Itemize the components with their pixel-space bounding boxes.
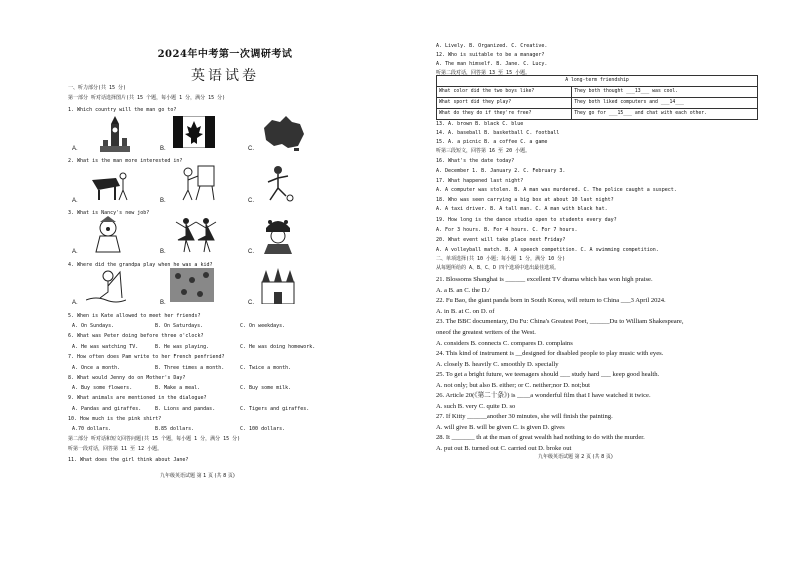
big-ben-icon [100, 116, 130, 152]
question-line: 18. Who was seen carrying a big box at about 10 last night? [436, 197, 614, 203]
question-line: A. The man himself. B. Jane. C. Lucy. [436, 61, 548, 67]
footballer-icon [260, 164, 296, 202]
question-line: A. A computer was stolen. B. A man was murdered. C. The police caught a suspect. [436, 187, 677, 193]
question-line: 6. What was Peter doing before three o'clock? [68, 333, 204, 339]
painter-easel-icon [178, 164, 218, 202]
table-cell: They both thought ___13___ was cool. [572, 87, 758, 98]
maple-leaf-flag-icon [173, 116, 215, 148]
question-line: 24. This kind of instrument is __designed for disabled people to play music with eyes. [436, 350, 664, 357]
question-line: A. a B. an C. the D./ [436, 287, 490, 294]
question-line: 二、单项选择(共 10 小题；每小题 1 分，满分 10 分) [436, 256, 566, 262]
exam-subject: 英语试卷 [191, 68, 259, 84]
question-line: 21. Blossoms Shanghai is ______ excellent TV drama which has won high praise. [436, 276, 653, 283]
left-page [60, 0, 390, 561]
question-line: 8. What would Jenny do on Mother's Day? [68, 375, 186, 381]
table-cell: What color did the two boys like? [437, 87, 572, 98]
answer-option: C. On weekdays. [240, 323, 286, 329]
ballet-dancers-icon [174, 216, 218, 254]
question-line: A. in B. at C. on D. of [436, 308, 495, 315]
question-line: 17. What happened last night? [436, 178, 524, 184]
question-line: A. For 3 hours. B. For 4 hours. C. For 7 hours. [436, 227, 578, 233]
question-line: 9. What animals are mentioned in the dialogue? [68, 395, 207, 401]
table-cell: They go for ___15___ and chat with each other. [572, 109, 758, 120]
pic-label: B. [160, 249, 166, 255]
question-line: 13. A. brown B. black C. blue [436, 121, 524, 127]
pic-label: C. [248, 198, 254, 204]
pic-label: B. [160, 146, 166, 152]
answer-option: C. He was doing homework. [240, 344, 316, 350]
question-line: A. closely B. heavily C. smoothly D. specially [436, 361, 559, 368]
fishing-boy-icon [86, 268, 126, 304]
question-line: 20. What event will take place next Friday? [436, 237, 566, 243]
question-line: 3. What is Nancy's new job? [68, 210, 150, 216]
question-line: A. Lively. B. Organized. C. Creative. [436, 43, 548, 49]
opera-singer-icon [260, 214, 296, 254]
pic-label: A. [72, 300, 78, 306]
pic-label: B. [160, 198, 166, 204]
answer-option: B. He was playing. [155, 344, 210, 350]
friendship-table [436, 75, 758, 120]
question-line: 1. Which country will the man go to? [68, 107, 177, 113]
question-line: 7. How often does Pam write to her French penfriend? [68, 354, 225, 360]
clown-icon [90, 216, 126, 254]
question-line: 4. Where did the grandpa play when he was a kid? [68, 262, 213, 268]
answer-option: A. He was watching TV. [72, 344, 139, 350]
answer-option: C. Twice a month. [240, 365, 292, 371]
question-line: 22. Fu Bao, the giant panda born in South Korea, will return to China ___3 April 2024. [436, 297, 666, 304]
question-line: A. A volleyball match. B. A speech competition. C. A swimming competition. [436, 247, 659, 253]
pic-label: A. [72, 198, 78, 204]
question-line: 第二部分 听对话和短文回答问题(共 15 个题，每小题 1 分，满分 15 分) [68, 436, 241, 442]
answer-option: A. Once a month. [72, 365, 121, 371]
question-line: 第一部分 听对话选择图片(共 15 个题，每小题 1 分，满分 15 分) [68, 95, 226, 101]
table-cell: They both liked computers and ___14___ [572, 98, 758, 109]
question-line: A. will give B. will be given C. is given D. gives [436, 424, 565, 431]
pic-label: A. [72, 249, 78, 255]
exam-title: 2024年中考第一次调研考试 [157, 49, 293, 60]
answer-option: C. Buy some milk. [240, 385, 292, 391]
question-line: 听第一段对话，回答第 11 至 12 小题。 [68, 446, 163, 452]
question-line: oneof the greatest writers of the West. [436, 329, 536, 336]
australia-map-icon [260, 114, 306, 152]
right-page-footer: 九年级英语试题 第 2 页 (共 8 页) [538, 454, 613, 460]
answer-option: A. On Sundays. [72, 323, 115, 329]
question-line: A. such B. very C. quite D. so [436, 403, 516, 410]
answer-option: C. Tigers and giraffes. [240, 406, 310, 412]
question-line: A. put out B. turned out C. carried out D. broke out [436, 445, 572, 452]
pic-label: B. [160, 300, 166, 306]
left-page-footer: 九年级英语试题 第 1 页 (共 8 页) [160, 473, 235, 479]
piano-player-icon [90, 166, 130, 202]
question-line: A. not only; but also B. either; or C. neither;nor D. not;but [436, 382, 591, 389]
answer-option: B. Three times a month. [155, 365, 225, 371]
answer-option: A. Pandas and giraffes. [72, 406, 142, 412]
question-line: 14. A. baseball B. basketball C. football [436, 130, 560, 136]
question-line: 11. What does the girl think about Jane? [68, 457, 189, 463]
answer-option: B. Lions and pandas. [155, 406, 216, 412]
question-line: 5. When is Kate allowed to meet her friends? [68, 313, 201, 319]
question-line: 一、听力部分(共 15 分) [68, 85, 127, 91]
question-line: 10. How much is the pink shirt? [68, 416, 162, 422]
question-line: 从每题所给的 A、B、C、D 四个选项中选出最佳选项。 [436, 265, 560, 271]
table-heading: A long-term friendship [437, 76, 758, 87]
question-line: A. December 1. B. January 2. C. February 3. [436, 168, 566, 174]
table-row [437, 87, 758, 98]
pic-label: C. [248, 146, 254, 152]
table-row [437, 76, 758, 87]
question-line: 2. What is the man more interested in? [68, 158, 183, 164]
question-line: A. A taxi driver. B. A tall man. C. A man with black hat. [436, 206, 608, 212]
pic-label: C. [248, 300, 254, 306]
question-line: A. considers B. connects C. compares D. complains [436, 340, 573, 347]
right-page [428, 0, 758, 561]
question-line: 26. Article 20(《第二十条》) is ____a wonderful film that I have watched it twice. [436, 392, 651, 399]
answer-option: B. On Saturdays. [155, 323, 204, 329]
answer-option: B. Make a meal. [155, 385, 201, 391]
answer-option: B.85 dollars. [155, 426, 195, 432]
pic-label: C. [248, 249, 254, 255]
table-cell: What do they do if they're free? [437, 109, 572, 120]
castle-icon [258, 266, 298, 304]
question-line: 16. What's the date today? [436, 158, 515, 164]
table-row [437, 109, 758, 120]
pic-label: A. [72, 146, 78, 152]
question-line: 听第三段短文，回答第 16 至 20 小题。 [436, 148, 531, 154]
table-row [437, 98, 758, 109]
answer-option: C. 100 dollars. [240, 426, 286, 432]
question-line: 23. The BBC documentary, Du Fu: China's Greatest Poet, ______Du to William Shakespeare, [436, 318, 684, 325]
question-line: 听第二段对话，回答第 13 至 15 小题。 [436, 70, 531, 76]
question-line: 28. It _______ th at the man of great wealth had nothing to do with the murder. [436, 434, 645, 441]
question-line: 12. Who is suitable to be a manager? [436, 52, 545, 58]
field-flowers-icon [170, 268, 214, 302]
question-line: 25. To get a bright future, we teenagers should ___ study hard ___ keep good health. [436, 371, 660, 378]
question-line: 15. A. a picnic B. a coffee C. a game [436, 139, 548, 145]
question-line: 19. How long is the dance studio open to students every day? [436, 217, 617, 223]
answer-option: A. Buy some flowers. [72, 385, 133, 391]
table-cell: What sport did they play? [437, 98, 572, 109]
question-line: 27. If Kitty ______another 30 minutes, she will finish the painting. [436, 413, 613, 420]
answer-option: A.70 dollars. [72, 426, 112, 432]
